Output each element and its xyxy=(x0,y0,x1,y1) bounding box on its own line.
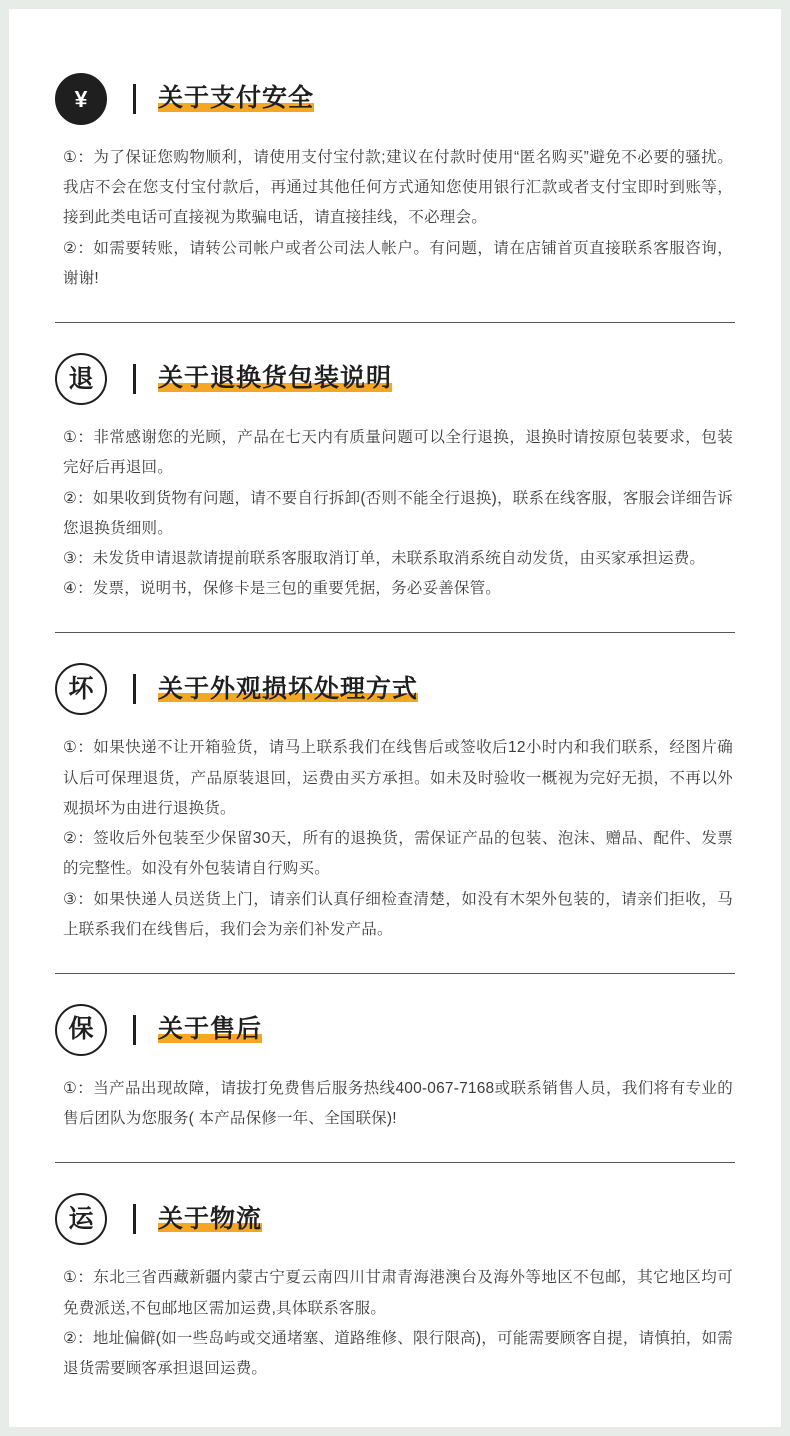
policy-list xyxy=(61,423,733,604)
section-separator xyxy=(55,973,735,974)
list-item: ④：发票，说明书，保修卡是三包的重要凭据，务必妥善保管。 xyxy=(63,580,501,598)
section-body xyxy=(55,423,735,604)
list-item: ①：非常感谢您的光顾，产品在七天内有质量问题可以全行退换，退换时请按原包装要求，包装完好后再退回。 xyxy=(63,429,733,477)
section-title-wrap xyxy=(158,676,418,704)
section-body xyxy=(55,733,735,945)
policy-list xyxy=(61,1263,733,1384)
shipping-icon xyxy=(55,1193,107,1245)
list-item: ②：地址偏僻(如一些岛屿或交通堵塞、道路维修、限行限高)，可能需要顾客自提，请慎拍，如需退货需要顾客承担退回运费。 xyxy=(63,1329,733,1378)
section-separator xyxy=(55,322,735,323)
section-title-wrap xyxy=(158,365,392,393)
section-title-wrap xyxy=(158,1016,262,1044)
list-item: ②：如需要转账，请转公司帐户或者公司法人帐户。有问题，请在店铺首页直接联系客服咨询，谢谢! xyxy=(63,239,733,287)
section-title: 关于支付安全 xyxy=(158,84,315,113)
section-return-packaging xyxy=(55,323,735,604)
list-item: ①：东北三省西藏新疆内蒙古宁夏云南四川甘肃青海港澳台及海外等地区不包邮，其它地区均可免费派送,不包邮地区需加运费,具体联系客服。 xyxy=(63,1269,733,1317)
warranty-icon xyxy=(55,1004,107,1056)
section-body xyxy=(55,1074,735,1134)
badge-label: ¥ xyxy=(74,85,88,112)
list-item: ②：如果收到货物有问题，请不要自行拆卸(否则不能全行退换)，联系在线客服，客服会详细告诉您退换货细则。 xyxy=(63,489,733,537)
header-divider-bar xyxy=(133,674,136,704)
section-header xyxy=(55,353,735,405)
badge-label: 退 xyxy=(68,364,94,393)
list-item: ①：为了保证您购物顺利，请使用支付宝付款;建议在付款时使用“匿名购买”避免不必要的骚扰。我店不会在您支付宝付款后，再通过其他任何方式通知您使用银行汇款或者支付宝即时到账等，接到此类电话可直接视为欺骗电话，请直接挂线，不必理会。 xyxy=(63,149,733,227)
section-header xyxy=(55,1004,735,1056)
section-header xyxy=(55,1193,735,1245)
yen-currency-icon xyxy=(55,73,107,125)
policy-list xyxy=(61,143,733,294)
section-separator xyxy=(55,1162,735,1163)
section-header xyxy=(55,73,735,125)
list-item: ②：签收后外包装至少保留30天，所有的退换货，需保证产品的包装、泡沫、赠品、配件、发票的完整性。如没有外包装请自行购买。 xyxy=(63,830,733,878)
section-title: 关于退换货包装说明 xyxy=(158,364,393,393)
policy-list xyxy=(61,733,733,945)
section-after-sales xyxy=(55,974,735,1134)
section-title: 关于物流 xyxy=(158,1204,263,1233)
section-body xyxy=(55,143,735,294)
damage-icon xyxy=(55,663,107,715)
badge-label: 运 xyxy=(68,1204,94,1233)
policy-list xyxy=(61,1074,733,1134)
return-goods-icon xyxy=(55,353,107,405)
header-divider-bar xyxy=(133,364,136,394)
section-logistics xyxy=(55,1163,735,1384)
section-separator xyxy=(55,632,735,633)
list-item: ③：如果快递人员送货上门，请亲们认真仔细检查清楚，如没有木架外包装的，请亲们拒收，马上联系我们在线售后，我们会为亲们补发产品。 xyxy=(63,890,733,938)
header-divider-bar xyxy=(133,1015,136,1045)
list-item: ①：当产品出现故障，请拔打免费售后服务热线400-067-7168或联系销售人员，我们将有专业的售后团队为您服务( 本产品保修一年、全国联保)! xyxy=(63,1079,733,1128)
list-item: ①：如果快递不让开箱验货，请马上联系我们在线售后或签收后12小时内和我们联系，经图片确认后可保理退货，产品原装退回，运费由买方承担。如未及时验收一概视为完好无损，不再以外观损坏为由进行退换货。 xyxy=(63,739,733,817)
badge-label: 坏 xyxy=(68,674,94,703)
section-title: 关于售后 xyxy=(158,1015,263,1044)
section-title-wrap xyxy=(158,1206,262,1234)
section-appearance-damage xyxy=(55,633,735,945)
section-body xyxy=(55,1263,735,1384)
list-item: ③：未发货申请退款请提前联系客服取消订单，未联系取消系统自动发货，由买家承担运费。 xyxy=(63,549,706,567)
section-payment-security xyxy=(55,43,735,294)
section-header xyxy=(55,663,735,715)
section-title: 关于外观损坏处理方式 xyxy=(158,674,419,703)
section-title-wrap xyxy=(158,85,314,113)
header-divider-bar xyxy=(133,84,136,114)
header-divider-bar xyxy=(133,1204,136,1234)
badge-label: 保 xyxy=(68,1015,94,1044)
